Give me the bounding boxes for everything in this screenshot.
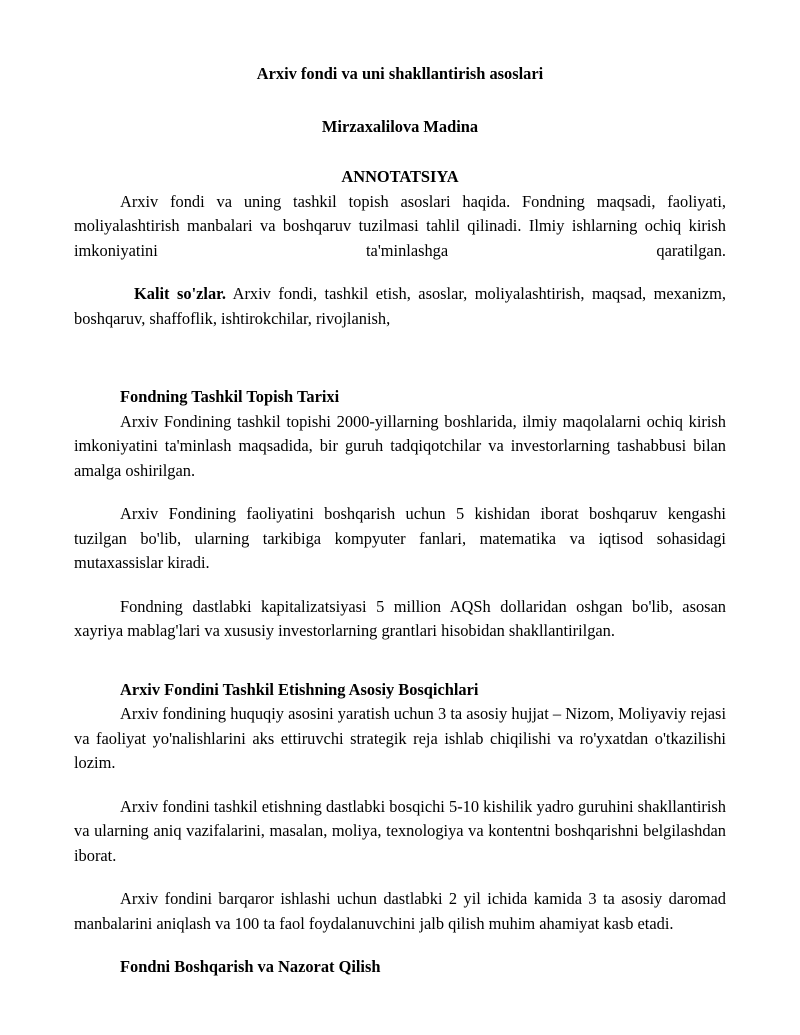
annotation-paragraph: Arxiv fondi va uning tashkil topish asoslari haqida. Fondning maqsadi, faoliyati, moliyalashtirish manbalari va boshqaruv tuzilmasi tahlil qilinadi. Ilmiy ishlarning ochiq kirish imkoniyatini ta'minlashga qaratilgan. <box>74 191 726 260</box>
section-paragraph: Arxiv fondining huquqiy asosini yaratish uchun 3 ta asosiy hujjat – Nizom, Moliyaviy rejasi va faoliyat yo'nalishlarini aks ettiruvchi strategik reja ishlab chiqilishi va ro'yxatdan o'tkazilishi lozim. <box>74 704 726 772</box>
keywords-paragraph <box>74 282 726 331</box>
section-paragraph: Fondning dastlabki kapitalizatsiyasi 5 million AQSh dollaridan oshgan bo'lib, asosan xayriya mablag'lari va xususiy investorlarning grantlari hisobidan shakllantirilgan. <box>74 596 726 640</box>
section-heading: Fondning Tashkil Topish Tarixi <box>120 387 340 406</box>
author-name: Mirzaxalilova Madina <box>321 116 479 136</box>
document-title: Arxiv fondi va uni shakllantirish asoslari <box>256 64 544 83</box>
section-paragraph: Arxiv Fondining tashkil topishi 2000-yillarning boshlarida, ilmiy maqolalarni ochiq kirish imkoniyatini ta'minlash maqsadida, bir guruh tadqiqotchilar va investorlarning tashabbusi bilan amalga oshirilgan. <box>74 411 726 480</box>
section-paragraph: Arxiv fondini tashkil etishning dastlabki bosqichi 5-10 kishilik yadro guruhini shakllantirish va ularning aniq vazifalarini, masalan, moliya, texnologiya va kontentni boshqarishni belgilashdan iborat. <box>74 796 726 865</box>
annotation-heading: ANNOTATSIYA <box>341 167 459 186</box>
section-paragraph: Arxiv fondini barqaror ishlashi uchun dastlabki 2 yil ichida kamida 3 ta asosiy daromad manbalarini aniqlash va 100 ta faol foydalanuvchini jalb qilish muhim ahamiyat kasb etadi. <box>74 889 726 933</box>
keywords-list: Arxiv fondi, tashkil etish, asoslar, moliyalashtirish, maqsad, mexanizm, boshqaruv, shaffoflik, ishtirokchilar, rivojlanish, <box>74 284 726 328</box>
keywords-label: Kalit so'zlar. <box>134 284 227 303</box>
section-heading: Fondni Boshqarish va Nazorat Qilish <box>120 957 381 976</box>
section-heading: Arxiv Fondini Tashkil Etishning Asosiy Bosqichlari <box>120 679 479 699</box>
section-paragraph: Arxiv Fondining faoliyatini boshqarish uchun 5 kishidan iborat boshqaruv kengashi tuzilgan bo'lib, ularning tarkibiga kompyuter fanlari, matematika va iqtisod sohasidagi mutaxassislar kiradi. <box>74 504 726 572</box>
